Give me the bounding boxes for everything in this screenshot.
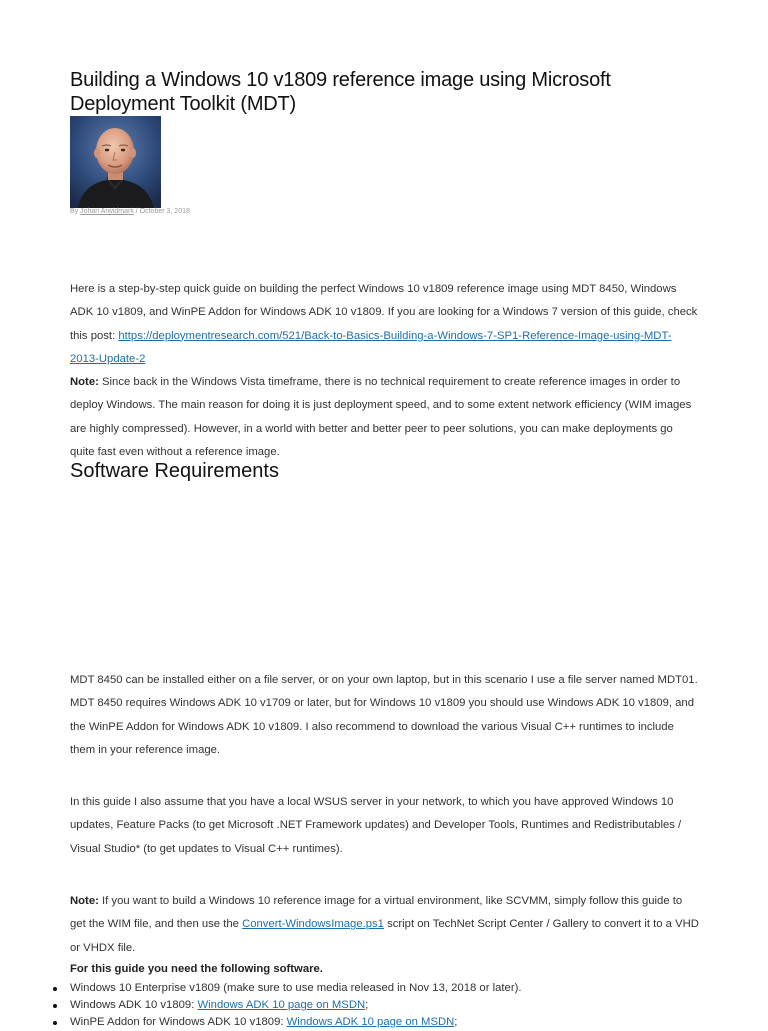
author-portrait-image	[70, 116, 161, 208]
convert-windowsimage-link[interactable]: Convert-WindowsImage.ps1	[242, 918, 384, 931]
intro-paragraph	[70, 278, 700, 371]
list-item	[70, 980, 521, 997]
list-item-text: Windows 10 Enterprise v1809 (make sure to use media released in Nov 13, 2018 or later).	[70, 982, 522, 994]
byline	[70, 208, 190, 215]
note-text-after: script on TechNet Script Center / Gallery to convert it to a VHD or VHDX file.	[70, 918, 699, 954]
note-paragraph-1	[70, 371, 700, 464]
list-item-suffix: ;	[365, 999, 369, 1011]
note-label: Note:	[70, 376, 99, 388]
list-item-text: Windows ADK 10 v1809:	[70, 999, 198, 1011]
note-label: Note:	[70, 895, 99, 907]
byline-prefix: By	[70, 208, 81, 215]
note-text-before: If you want to build a Windows 10 reference image for a virtual environment, like SCVMM, simply follow this guide to get the WIM file, and then use the	[70, 895, 683, 931]
publish-date: October 3, 2018	[139, 208, 190, 215]
list-item-text: WinPE Addon for Windows ADK 10 v1809:	[70, 1016, 287, 1028]
author-link[interactable]: Johan Arwidmark	[80, 208, 134, 215]
byline-separator: /	[133, 208, 140, 215]
wsus-paragraph: In this guide I also assume that you have a local WSUS server in your network, to which you have approved Windows 10 updates, Feature Packs (to get Microsoft .NET Framework updates) and Developer Tools, Runtimes and Redistributables / Visual Studio* (to get updates to Visual C++ runtimes).	[70, 796, 682, 855]
winpe-msdn-link[interactable]: Windows ADK 10 page on MSDN	[286, 1016, 455, 1028]
list-item	[70, 1014, 521, 1031]
list-item	[70, 997, 521, 1014]
mdt-paragraph: MDT 8450 can be installed either on a file server, or on your own laptop, but in this scenario I use a file server named MDT01. MDT 8450 requires Windows ADK 10 v1709 or later, but for Windows 10 v1809 you should use Windows ADK 10 v1809, and the WinPE Addon for Windows ADK 10 v1809. I also recommend to download the various Visual C++ runtimes to include them in your reference image.	[70, 674, 698, 756]
author-photo	[70, 116, 161, 208]
note-paragraph-2	[70, 890, 700, 960]
section-title-software-requirements: Software Requirements	[70, 460, 279, 482]
windows7-guide-link[interactable]: https://deploymentresearch.com/521/Back-to-Basics-Building-a-Windows-7-SP1-Reference-Image-using-MDT-2013-Update-2	[70, 329, 672, 365]
note-text: Since back in the Windows Vista timeframe, there is no technical requirement to create reference images in order to deploy Windows. The main reason for doing it is just deployment speed, and to some extent network efficiency (WIM images are highly compressed). However, in a world with better and better peer to peer solutions, you can make deployments go quite fast even without a reference image.	[70, 376, 692, 458]
intro-text: Here is a step-by-step quick guide on building the perfect Windows 10 v1809 reference image using MDT 8450, Windows ADK 10 v1809, and WinPE Addon for Windows ADK 10 v1809. If you are looking for a Windows 7 version of this guide, check this post:	[70, 283, 698, 342]
adk-msdn-link[interactable]: Windows ADK 10 page on MSDN	[197, 999, 366, 1011]
article-title: Building a Windows 10 v1809 reference image using Microsoft Deployment Toolkit (MDT)	[70, 69, 611, 115]
list-item-suffix: ;	[454, 1016, 458, 1028]
software-list-heading: For this guide you need the following software.	[70, 963, 323, 975]
software-list	[70, 980, 521, 1031]
